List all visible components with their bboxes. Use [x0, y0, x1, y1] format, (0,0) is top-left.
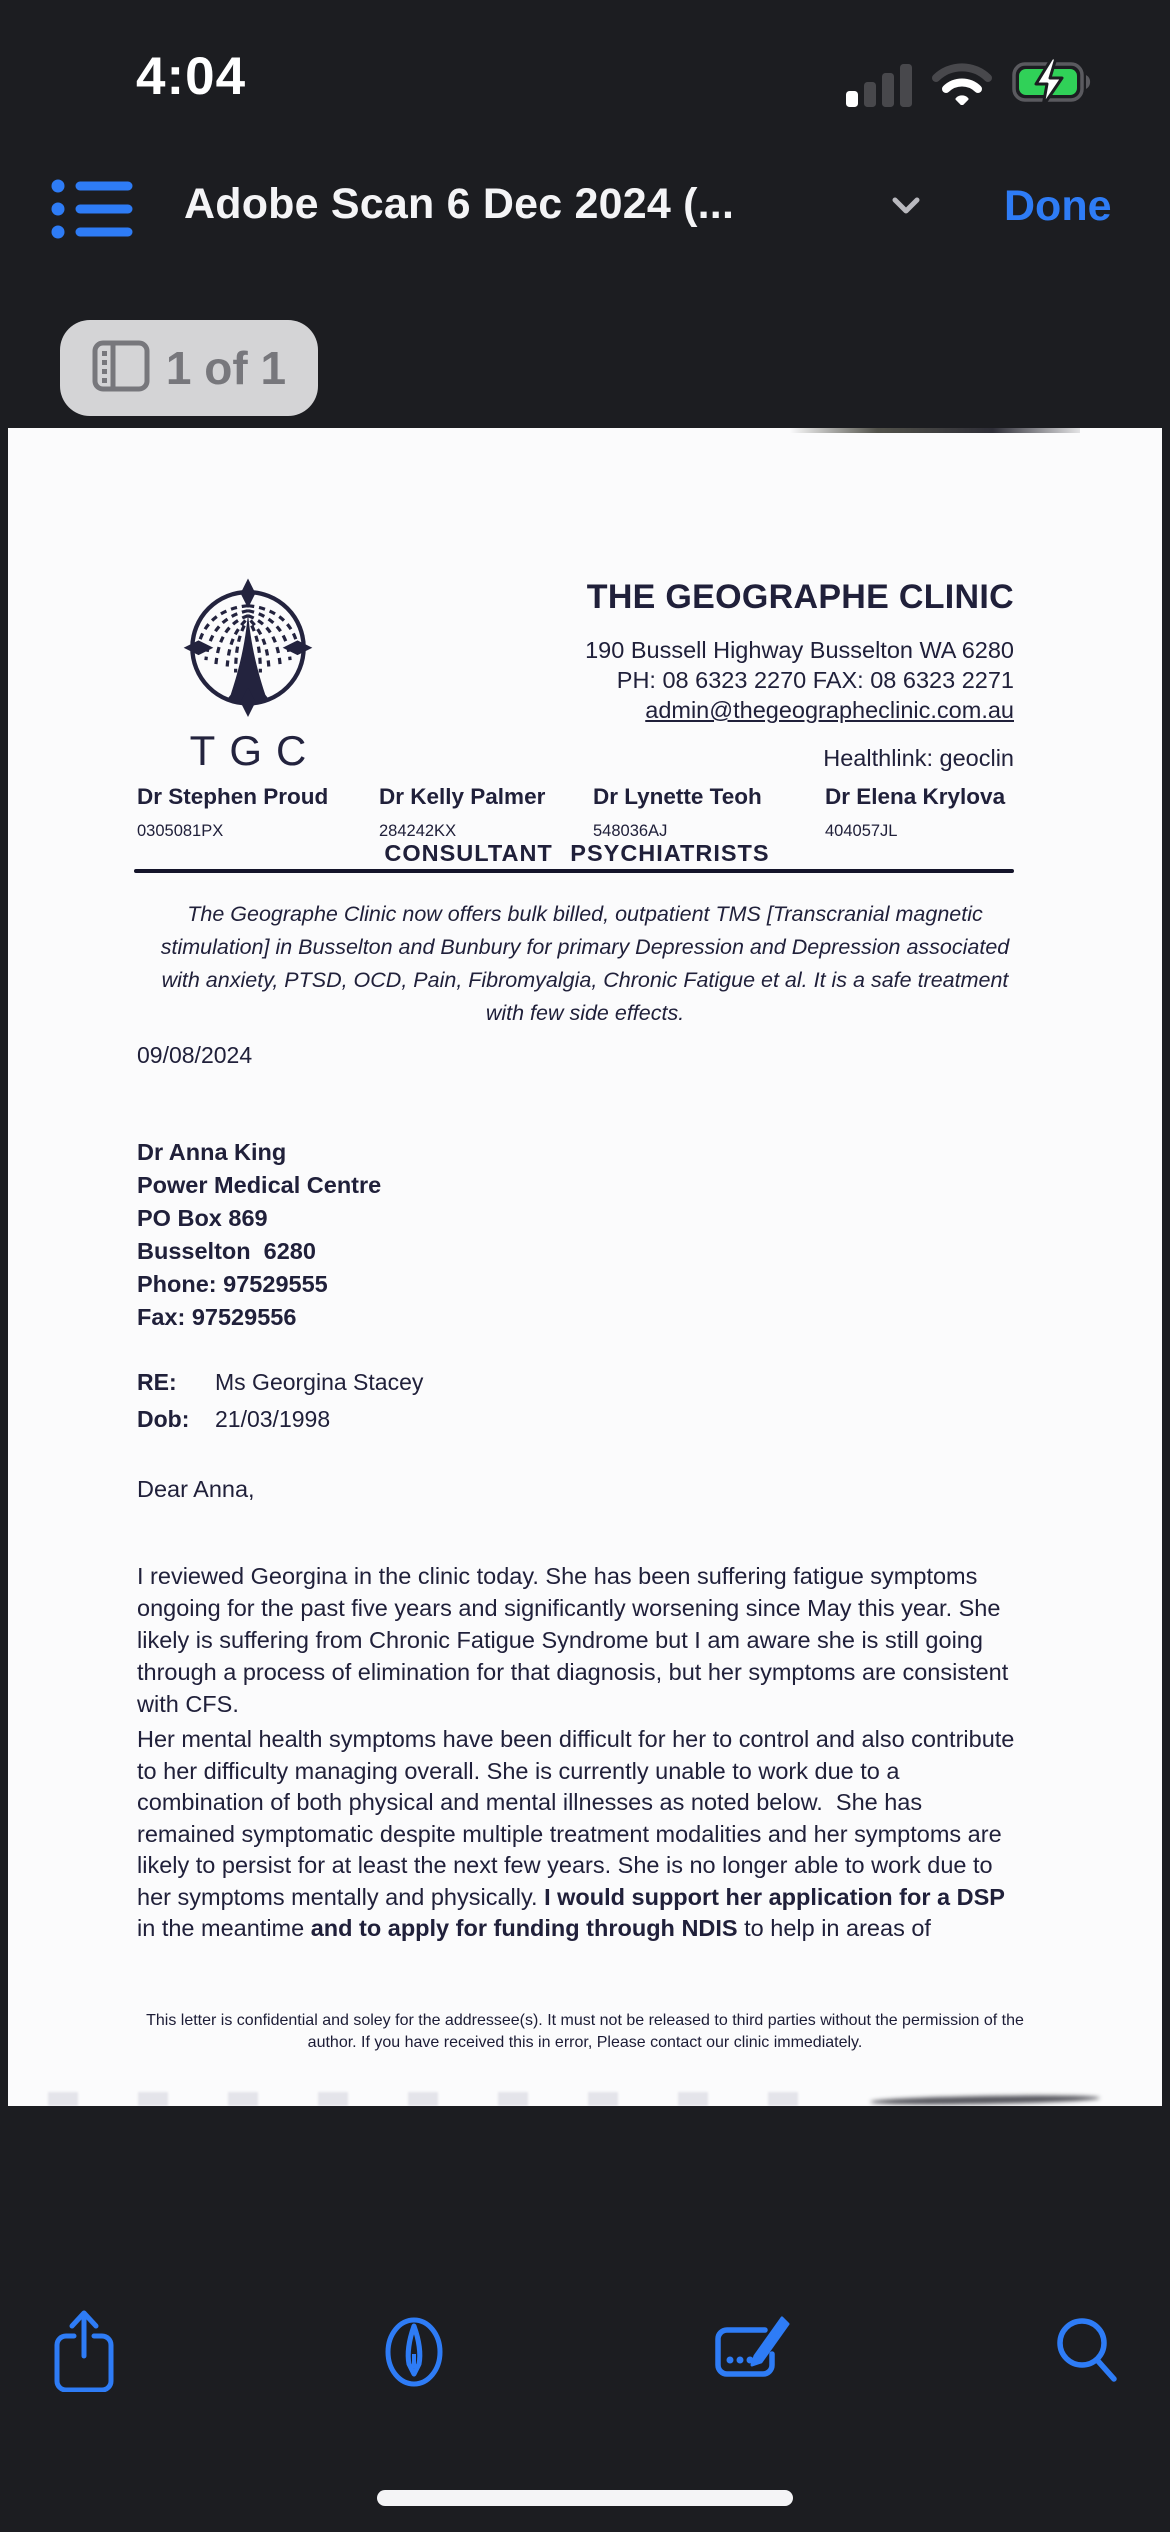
share-icon	[50, 2380, 118, 2395]
clinic-logo	[166, 576, 330, 775]
title-chevron-down-button[interactable]	[878, 179, 934, 235]
willow-tree-logo-icon	[173, 709, 323, 726]
salutation: Dear Anna,	[137, 1476, 255, 1502]
status-icons	[846, 58, 1094, 111]
clinic-info	[585, 578, 1014, 772]
done-button[interactable]: Done	[1004, 182, 1112, 230]
dob-value: 21/03/1998	[215, 1406, 331, 1432]
battery-charging-icon	[1012, 58, 1094, 111]
list-menu-button[interactable]	[50, 176, 136, 242]
confidentiality-footer: This letter is confidential and soley for the addressee(s). It must not be released to third parties without the permission of the author. If you have received this in error, Please contact our clinic immediately.	[146, 2012, 1024, 2051]
doctors-title: CONSULTANT PSYCHIATRISTS	[384, 840, 770, 866]
fill-and-sign-icon	[709, 2376, 791, 2391]
doctor-entry: Dr Kelly Palmer 284242KX	[379, 784, 546, 840]
home-indicator[interactable]	[377, 2490, 793, 2506]
re-label: RE:	[137, 1369, 177, 1395]
markup-pen-icon	[381, 2378, 447, 2393]
scan-artifact-smudge	[48, 2092, 848, 2106]
clinic-name: THE GEOGRAPHE CLINIC	[586, 578, 1014, 616]
fill-and-sign-button[interactable]	[709, 2312, 791, 2391]
addressee-block: Dr Anna King Power Medical Centre PO Box 869 Busselton 6280 Phone: 97529555 Fax: 97529556	[137, 1139, 382, 1330]
scanned-document-page[interactable]	[8, 428, 1162, 2106]
clinic-phone-fax: PH: 08 6323 2270 FAX: 08 6323 2271	[616, 667, 1014, 693]
dob-label: Dob:	[137, 1406, 190, 1432]
clinic-email: admin@thegeographeclinic.com.au	[645, 697, 1014, 723]
clinic-logo-text: TGC	[189, 727, 321, 774]
doctor-entry: Dr Lynette Teoh 548036AJ	[593, 784, 762, 840]
search-icon	[1054, 2373, 1120, 2388]
doctor-entry: Dr Stephen Proud 0305081PX	[137, 784, 329, 840]
scan-artifact-bottom	[870, 2094, 1100, 2106]
cellular-signal-icon	[846, 63, 912, 107]
letter-paragraph-1: I reviewed Georgina in the clinic today. She has been suffering fatigue symptoms ongoing for the past five years and significantly worsening since May this year. She likely is suffering from Chronic Fatigue Syndrome but I am aware she is still going through a process of elimination for that diagnosis, but her symptoms are consistent with CFS.	[137, 1563, 1009, 1717]
clinic-address: 190 Bussell Highway Busselton WA 6280	[585, 637, 1014, 663]
status-time: 4:04	[136, 47, 247, 106]
scan-artifact-top	[790, 428, 1080, 433]
header-divider	[134, 869, 1014, 873]
patient-reference-block	[137, 1364, 423, 1438]
page-indicator[interactable]	[60, 320, 318, 416]
re-value: Ms Georgina Stacey	[215, 1369, 424, 1395]
document-title: Adobe Scan 6 Dec 2024 (...	[184, 180, 735, 228]
bottom-toolbar	[0, 2308, 1170, 2395]
search-button[interactable]	[1054, 2315, 1120, 2388]
page-sidebar-icon	[92, 340, 150, 397]
tms-notice: The Geographe Clinic now offers bulk billed, outpatient TMS [Transcranial magnetic stimulation] in Busselton and Bunbury for primary Depression and Depression associated with anxiety, PTSD, OCD, Pain, Fibromyalgia, Chronic Fatigue et al. It is a safe treatment with few side effects.	[160, 902, 1010, 1025]
clinic-healthlink: Healthlink: geoclin	[823, 745, 1014, 771]
chevron-down-icon	[891, 204, 921, 219]
letter-date: 09/08/2024	[137, 1042, 253, 1068]
markup-pen-button[interactable]	[381, 2310, 447, 2393]
doctor-entry: Dr Elena Krylova 404057JL	[825, 784, 1006, 840]
share-button[interactable]	[50, 2308, 118, 2395]
page-indicator-label: 1 of 1	[165, 342, 287, 394]
wifi-icon	[931, 59, 993, 110]
letter-paragraph-2: Her mental health symptoms have been difficult for her to control and also contribute to her difficulty managing overall. She is currently unable to work due to a combination of both physical and mental illnesses as noted below. She has remained symptomatic despite multiple treatment modalities and her symptoms are likely to persist for at least the next few years. She is no longer able to work due to her symptoms mentally and physically. I would support her application for a DSP in the meantime and to apply for funding through NDIS to help in areas of	[137, 1726, 1015, 1941]
